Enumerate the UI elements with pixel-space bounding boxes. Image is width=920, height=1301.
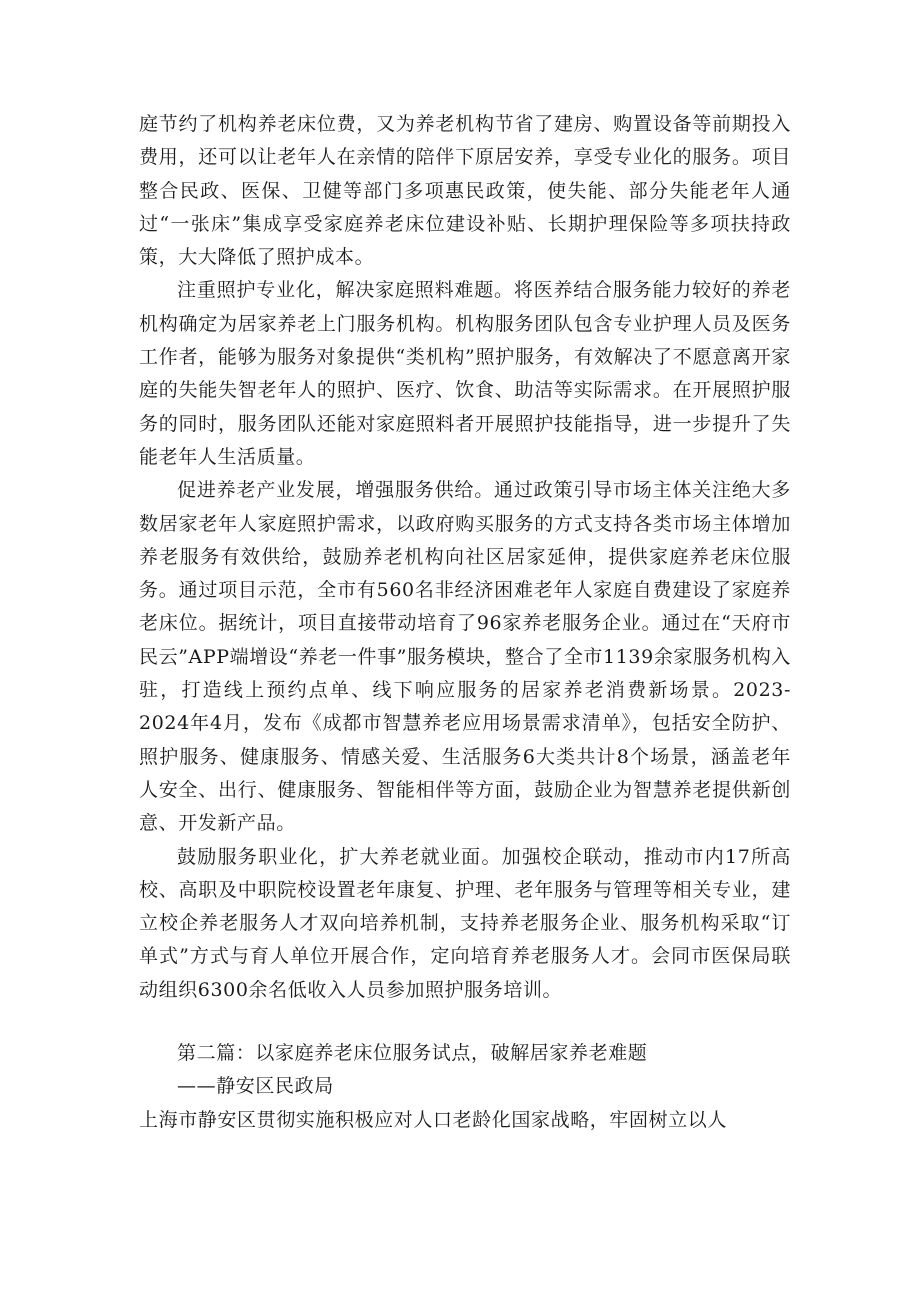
paragraph-service-professionalization: 鼓励服务职业化，扩大养老就业面。加强校企联动，推动市内17所高校、高职及中职院校设置老年康复、护理、老年服务与管理等相关专业，建立校企养老服务人才双向培养机制，支持养老服务企业、服务机构采取“订单式”方式与育人单位开展合作，定向培育养老服务人才。会同市医保局联动组织6300余名低收入人员参加照护服务培训。 [139, 845, 791, 1001]
paragraph-care-professionalization: 注重照护专业化，解决家庭照料难题。将医养结合服务能力较好的养老机构确定为居家养老上门服务机构。机构服务团队包含专业护理人员及医务工作者，能够为服务对象提供“类机构”照护服务，有效解决了不愿意离开家庭的失能失智老年人的照护、医疗、饮食、助洁等实际需求。在开展照护服务的同时，服务团队还能对家庭照料者开展照护技能指导，进一步提升了失能老年人生活质量。 [139, 279, 791, 468]
section-title: 第二篇：以家庭养老床位服务试点，破解居家养老难题 [177, 1042, 648, 1065]
section-author: ——静安区民政局 [177, 1075, 334, 1098]
paragraph-industry-development: 促进养老产业发展，增强服务供给。通过政策引导市场主体关注绝大多数居家老年人家庭照护需求，以政府购买服务的方式支持各类市场主体增加养老服务有效供给，鼓励养老机构向社区居家延伸，提供家庭养老床位服务。通过项目示范，全市有560名非经济困难老年人家庭自费建设了家庭养老床位。据统计，项目直接带动培育了96家养老服务企业。通过在“天府市民云”APP端增设“养老一件事”服务模块，整合了全市1139余家服务机构入驻，打造线上预约点单、线下响应服务的居家养老消费新场景。2023-2024年4月，发布《成都市智慧养老应用场景需求清单》，包括安全防护、照护服务、健康服务、情感关爱、生活服务6大类共计8个场景，涵盖老年人安全、出行、健康服务、智能相伴等方面，鼓励企业为智慧养老提供新创意、开发新产品。 [139, 479, 791, 835]
section-spacer [139, 1007, 791, 1037]
document-page [139, 108, 791, 1137]
paragraph-continuation: 庭节约了机构养老床位费，又为养老机构节省了建房、购置设备等前期投入费用，还可以让老年人在亲情的陪伴下原居安养，享受专业化的服务。项目整合民政、医保、卫健等部门多项惠民政策，使失能、部分失能老年人通过“一张床”集成享受家庭养老床位建设补贴、长期护理保险等多项扶持政策，大大降低了照护成本。 [139, 113, 791, 269]
section-opening-line: 上海市静安区贯彻实施积极应对人口老龄化国家战略，牢固树立以人 [139, 1108, 728, 1131]
